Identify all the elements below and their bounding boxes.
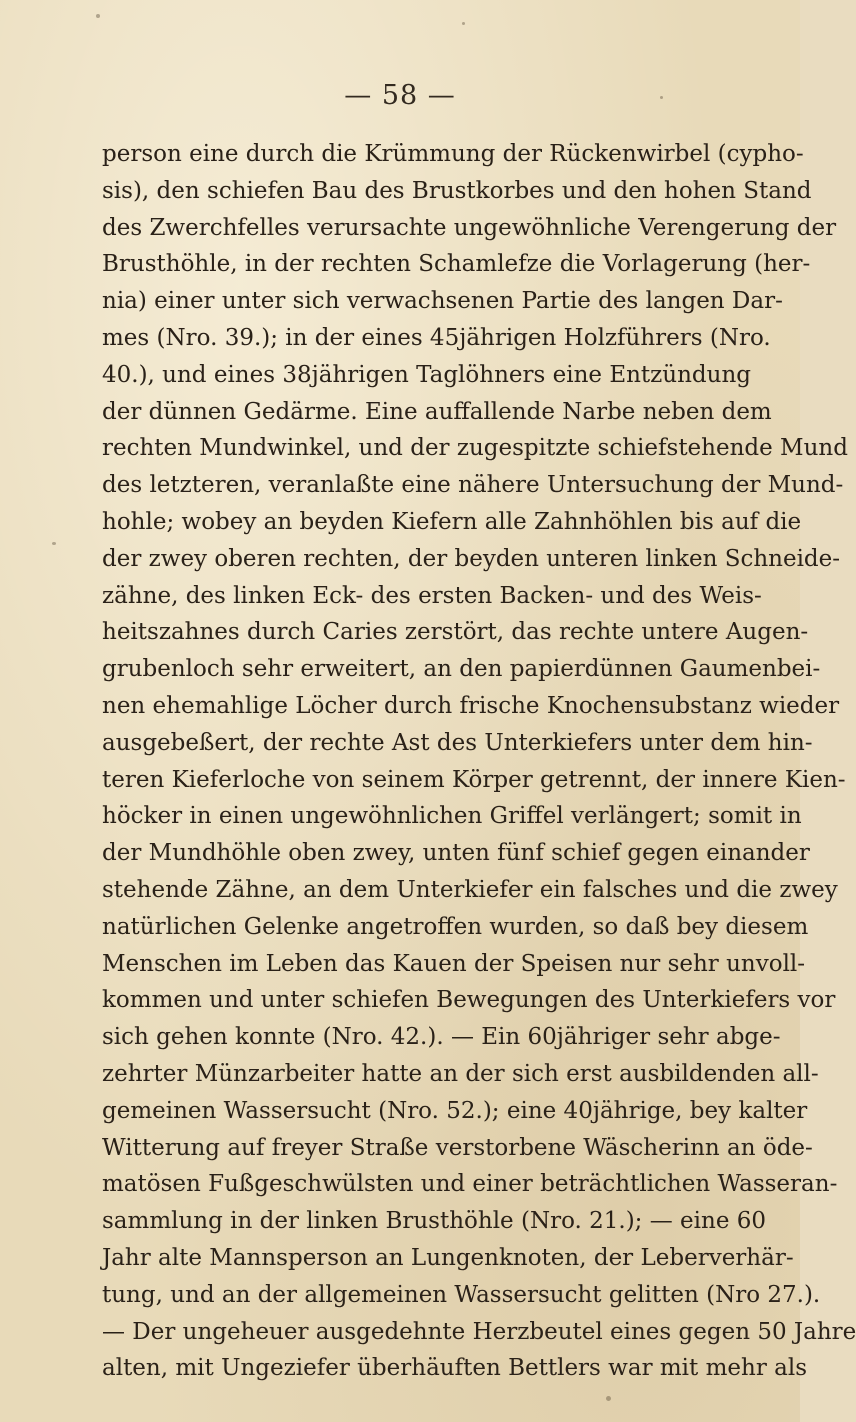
text-line: matösen Fußgeschwülsten und einer beträchtlichen Wasseran-: [102, 1171, 838, 1198]
text-line: Jahr alte Mannsperson an Lungenknoten, der Leberverhär-: [102, 1244, 794, 1271]
text-line: teren Kieferloche von seinem Körper getrennt, der innere Kien-: [102, 766, 846, 793]
text-line: der dünnen Gedärme. Eine auffallende Narbe neben dem: [102, 398, 772, 425]
text-line: nia) einer unter sich verwachsenen Partie des langen Dar-: [102, 288, 783, 315]
paper-speck: [96, 14, 100, 18]
paper-speck: [660, 96, 663, 99]
text-line: grubenloch sehr erweitert, an den papierdünnen Gaumenbei-: [102, 656, 821, 683]
text-line: mes (Nro. 39.); in der eines 45jährigen Holzführers (Nro.: [102, 324, 771, 351]
text-line: natürlichen Gelenke angetroffen wurden, so daß bey diesem: [102, 913, 809, 940]
text-line: person eine durch die Krümmung der Rückenwirbel (cypho-: [102, 141, 804, 167]
text-line: Witterung auf freyer Straße verstorbene Wäscherinn an öde-: [102, 1134, 813, 1161]
text-line: der zwey oberen rechten, der beyden unteren linken Schneide-: [102, 545, 841, 572]
text-line: kommen und unter schiefen Bewegungen des Unterkiefers vor: [102, 987, 836, 1014]
text-line: gemeinen Wassersucht (Nro. 52.); eine 40jährige, bey kalter: [102, 1097, 808, 1124]
paper-speck: [606, 1396, 611, 1401]
text-line: sis), den schiefen Bau des Brustkorbes und den hohen Stand: [102, 177, 812, 204]
text-line: alten, mit Ungeziefer überhäuften Bettlers war mit mehr als: [102, 1355, 808, 1382]
text-line: heitszahnes durch Caries zerstört, das rechte untere Augen-: [102, 619, 809, 646]
text-line: 40.), und eines 38jährigen Taglöhners eine Entzündung: [102, 361, 751, 388]
paper-speck: [52, 542, 56, 545]
text-line: sich gehen konnte (Nro. 42.). — Ein 60jähriger sehr abge-: [102, 1024, 781, 1051]
text-line: stehende Zähne, an dem Unterkiefer ein falsches und die zwey: [102, 876, 838, 903]
text-line: der Mundhöhle oben zwey, unten fünf schief gegen einander: [102, 840, 810, 867]
paper-speck: [462, 22, 465, 25]
text-line: zehrter Münzarbeiter hatte an der sich erst ausbildenden all-: [102, 1060, 819, 1087]
text-line: Menschen im Leben das Kauen der Speisen nur sehr unvoll-: [102, 950, 806, 977]
text-line: Brusthöhle, in der rechten Schamlefze die Vorlagerung (her-: [102, 251, 811, 278]
body-text: [102, 136, 856, 1387]
text-line: tung, und an der allgemeinen Wassersucht gelitten (Nro 27.).: [102, 1281, 821, 1308]
text-line: des Zwerchfelles verursachte ungewöhnliche Verengerung der: [102, 214, 837, 241]
text-line: ausgebeßert, der rechte Ast des Unterkiefers unter dem hin-: [102, 729, 813, 756]
text-line: des letzteren, veranlaßte eine nähere Untersuchung der Mund-: [102, 472, 844, 499]
text-line: — Der ungeheuer ausgedehnte Herzbeutel eines gegen 50 Jahre: [102, 1318, 856, 1345]
text-line: sammlung in der linken Brusthöhle (Nro. 21.); — eine 60: [102, 1208, 767, 1235]
text-line: zähne, des linken Eck- des ersten Backen- und des Weis-: [102, 582, 762, 609]
text-line: rechten Mundwinkel, und der zugespitzte schiefstehende Mund: [102, 435, 848, 462]
text-line: nen ehemahlige Löcher durch frische Knochensubstanz wieder: [102, 692, 840, 719]
text-line: hohle; wobey an beyden Kiefern alle Zahnhöhlen bis auf die: [102, 508, 802, 535]
page-number: — 58 —: [344, 80, 456, 111]
text-line: höcker in einen ungewöhnlichen Griffel verlängert; somit in: [102, 803, 802, 830]
